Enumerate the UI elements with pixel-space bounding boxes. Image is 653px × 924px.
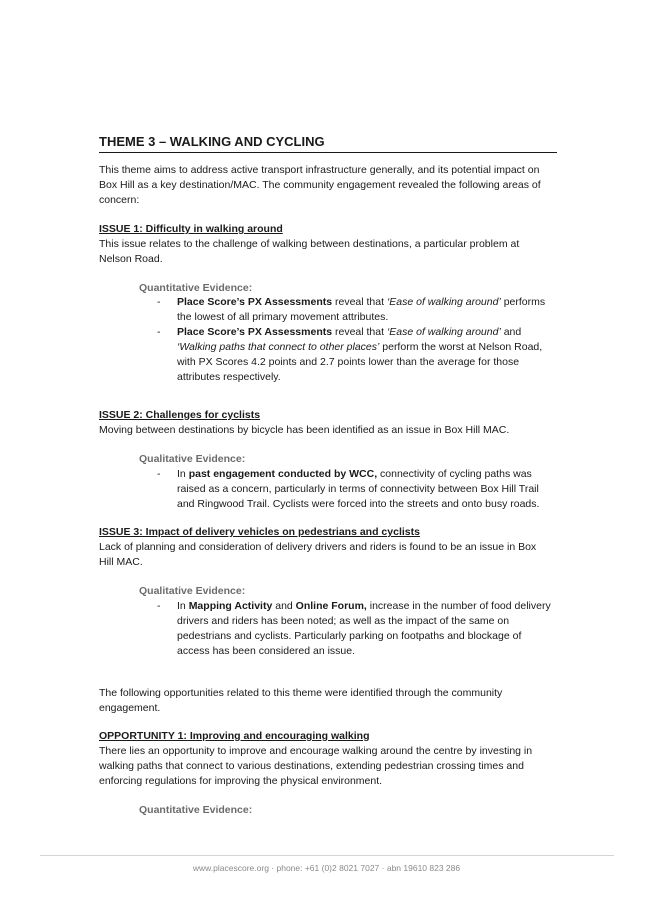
issue-2-evidence-heading: Qualitative Evidence: xyxy=(139,453,246,465)
opportunity-1-body: There lies an opportunity to improve and encourage walking around the centre by investing in walking paths that connect to various destinations, extending pedestrian crossing times and enforcing regulations for improving the physical environment. xyxy=(99,745,533,787)
theme-title: THEME 3 – WALKING AND CYCLING xyxy=(99,133,557,153)
bold-source: past engagement conducted by WCC, xyxy=(188,468,378,480)
text-run: In xyxy=(177,600,189,612)
text-run: reveal that xyxy=(332,326,387,338)
italic-attribute: ‘Ease of walking around’ xyxy=(386,296,501,308)
intro-paragraph: This theme aims to address active transport infrastructure generally, and its potential impact on Box Hill as a key destination/MAC. The community engagement revealed the following areas of concern: xyxy=(99,164,541,206)
opportunity-1-heading: OPPORTUNITY 1: Improving and encouraging walking xyxy=(99,730,370,742)
issue-2-section xyxy=(99,408,551,438)
italic-attribute: ‘Walking paths that connect to other places’ xyxy=(177,341,380,353)
issue-1-evidence-list xyxy=(157,295,553,385)
italic-attribute: ‘Ease of walking around’ xyxy=(386,326,501,338)
opportunity-1-evidence-heading: Quantitative Evidence: xyxy=(139,804,253,816)
issue-2-body: Moving between destinations by bicycle has been identified as an issue in Box Hill MAC. xyxy=(99,424,510,436)
text-run: increase in the number of food delivery drivers and riders has been noted; as well as the impact of the same on pedestrians and cyclists. Particularly parking on footpaths and blockage of access has been considered an issue. xyxy=(177,600,551,657)
text-run: reveal that xyxy=(332,296,387,308)
text-run: and xyxy=(500,326,522,338)
text-run: perform the worst at Nelson Road, with PX Scores 4.2 points and 2.7 points lower than the average for those attributes respectively. xyxy=(177,341,543,383)
bullet-dash: - xyxy=(157,468,161,480)
bold-source: Mapping Activity xyxy=(188,600,273,612)
page-footer: www.placescore.org · phone: +61 (0)2 8021 7027 · abn 19610 823 286 xyxy=(192,863,461,873)
list-item xyxy=(157,467,553,512)
bold-source: Place Score’s PX Assessments xyxy=(177,326,333,338)
bullet-dash: - xyxy=(157,600,161,612)
list-item xyxy=(157,295,553,325)
issue-3-evidence-heading: Qualitative Evidence: xyxy=(139,585,246,597)
bold-source: Online Forum, xyxy=(295,600,367,612)
issue-1-section xyxy=(99,222,551,267)
issue-2-heading: ISSUE 2: Challenges for cyclists xyxy=(99,409,261,421)
opportunity-1-section xyxy=(99,729,551,789)
issue-3-evidence-list xyxy=(157,599,553,659)
text-run: In xyxy=(177,468,189,480)
list-item xyxy=(157,325,553,385)
bullet-dash: - xyxy=(157,296,161,308)
list-item xyxy=(157,599,553,659)
footer-divider xyxy=(40,855,614,856)
issue-2-evidence-list xyxy=(157,467,553,512)
issue-1-body: This issue relates to the challenge of walking between destinations, a particular problem at Nelson Road. xyxy=(99,238,520,265)
issue-3-heading: ISSUE 3: Impact of delivery vehicles on pedestrians and cyclists xyxy=(99,526,420,538)
issue-3-section xyxy=(99,525,551,570)
bullet-dash: - xyxy=(157,326,161,338)
issue-1-evidence-heading: Quantitative Evidence: xyxy=(139,282,253,294)
issue-1-heading: ISSUE 1: Difficulty in walking around xyxy=(99,223,283,235)
bold-source: Place Score’s PX Assessments xyxy=(177,296,333,308)
text-run: performs the lowest of all primary movement attributes. xyxy=(177,296,546,323)
opportunities-intro: The following opportunities related to this theme were identified through the community engagement. xyxy=(99,687,503,714)
text-run: and xyxy=(272,600,296,612)
text-run: connectivity of cycling paths was raised as a concern, particularly in terms of connectivity between Box Hill Trail and Ringwood Trail. Cyclists were forced into the streets and onto busy roads. xyxy=(177,468,540,510)
issue-3-body: Lack of planning and consideration of delivery drivers and riders is found to be an issue in Box Hill MAC. xyxy=(99,541,537,568)
